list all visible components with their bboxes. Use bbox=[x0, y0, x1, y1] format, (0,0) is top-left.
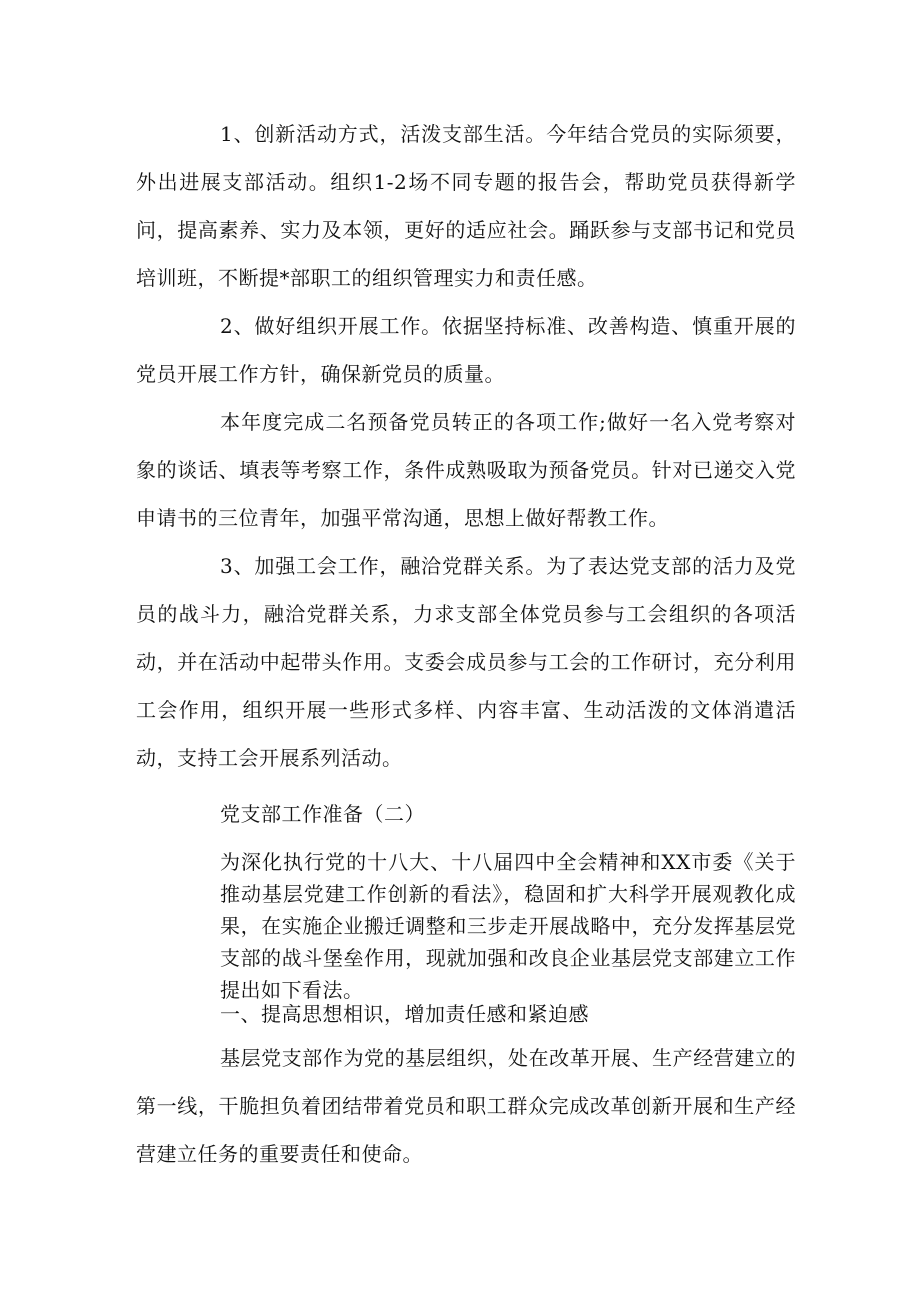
intro-paragraph: 为深化执行党的十八大、十八届四中全会精神和XX市委《关于推动基层党建工作创新的看法》，稳固和扩大科学开展观教化成果，在实施企业搬迁调整和三步走开展战略中，充分发挥基层党支部的战斗堡垒作用，现就加强和改良企业基层党支部建立工作提出如下看法。 bbox=[220, 850, 796, 1002]
section-title: 党支部工作准备（二） bbox=[220, 802, 425, 826]
paragraph-organization: 2、做好组织开展工作。依据坚持标准、改善构造、慎重开展的党员开展工作方针，确保新党员的质量。 bbox=[136, 314, 796, 386]
paragraph-union: 3、加强工会工作，融洽党群关系。为了表达党支部的活力及党员的战斗力，融洽党群关系，力求支部全体党员参与工会组织的各项活动，并在活动中起带头作用。支委会成员参与工会的工作研讨，充分利用工会作用，组织开展一些形式多样、内容丰富、生动活泼的文体消遣活动，支持工会开展系列活动。 bbox=[136, 554, 796, 770]
paragraph-members: 本年度完成二名预备党员转正的各项工作;做好一名入党考察对象的谈话、填表等考察工作，条件成熟吸取为预备党员。针对已递交入党申请书的三位青年，加强平常沟通，思想上做好帮教工作。 bbox=[136, 410, 796, 530]
subheading: 一、提高思想相识，增加责任感和紧迫感 bbox=[220, 1002, 589, 1026]
closing-paragraph: 基层党支部作为党的基层组织，处在改革开展、生产经营建立的第一线，干脆担负着团结带着党员和职工群众完成改革创新开展和生产经营建立任务的重要责任和使命。 bbox=[136, 1046, 796, 1166]
paragraph-activities: 1、创新活动方式，活泼支部生活。今年结合党员的实际须要，外出进展支部活动。组织1-2场不同专题的报告会，帮助党员获得新学问，提高素养、实力及本领，更好的适应社会。踊跃参与支部书记和党员培训班，不断提*部职工的组织管理实力和责任感。 bbox=[136, 122, 796, 290]
